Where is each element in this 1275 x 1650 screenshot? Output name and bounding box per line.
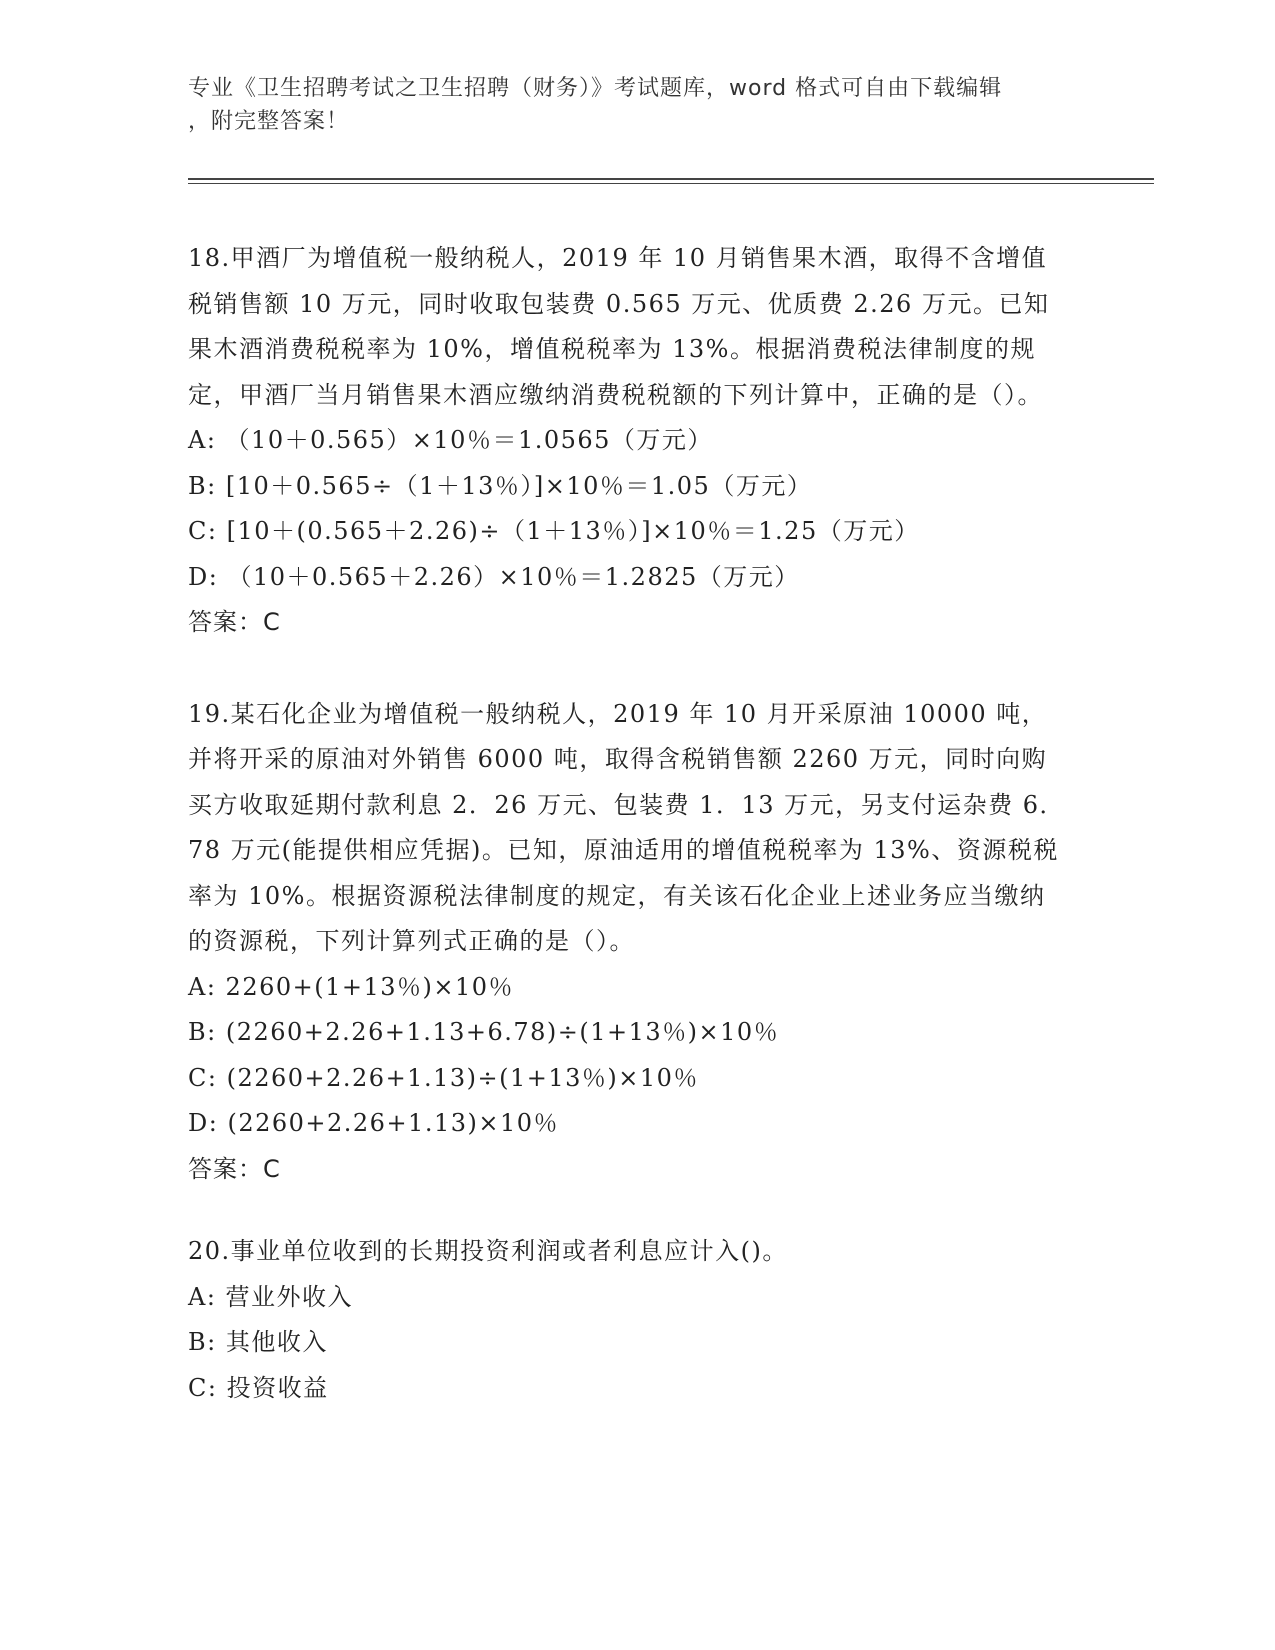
option-c: C: (2260+2.26+1.13)÷(1+13％)×10％ bbox=[188, 1063, 699, 1092]
question-spacer bbox=[188, 646, 1068, 692]
option-list bbox=[188, 418, 1068, 600]
header-line-2: ，附完整答案！ bbox=[188, 109, 350, 134]
question-stem: 19.某石化企业为增值税一般纳税人，2019 年 10 月开采原油 10000 吨，并将开采的原油对外销售 6000 吨，取得含税销售额 2260 万元，同时向购买方收取延期付款利息 2．26 万元、包装费 1．13 万元，另支付运杂费 6．78 万元(能提供相应凭据)。已知，原油适用的增值税税率为 13%、资源税税率为 10%。根据资源税法律制度的规定，有关该石化企业上述业务应当缴纳的资源税，下列计算列式正确的是（）。 bbox=[188, 699, 1066, 955]
question-spacer bbox=[188, 1192, 1068, 1229]
question-18 bbox=[188, 236, 1068, 646]
document-header bbox=[188, 72, 1068, 138]
header-divider-thick bbox=[188, 178, 1154, 180]
question-20 bbox=[188, 1229, 1068, 1411]
question-19 bbox=[188, 692, 1068, 1193]
option-a: A: （10＋0.565）×10％＝1.0565（万元） bbox=[188, 426, 713, 454]
option-list bbox=[188, 1275, 1068, 1412]
option-a: A: 营业外收入 bbox=[188, 1282, 354, 1311]
answer-line: 答案：C bbox=[188, 608, 281, 636]
question-stem: 20.事业单位收到的长期投资利润或者利息应计入()。 bbox=[188, 1237, 788, 1265]
option-a: A: 2260+(1+13％)×10％ bbox=[188, 972, 515, 1001]
answer-line: 答案：C bbox=[188, 1154, 281, 1183]
option-c: C: [10＋(0.565＋2.26)÷（1＋13％）]×10％＝1.25（万元） bbox=[188, 517, 920, 545]
option-b: B: 其他收入 bbox=[188, 1328, 328, 1356]
header-divider bbox=[188, 178, 1154, 184]
option-d: D: (2260+2.26+1.13)×10％ bbox=[188, 1109, 560, 1137]
header-divider-thin bbox=[188, 183, 1154, 184]
option-b: B: (2260+2.26+1.13+6.78)÷(1+13％)×10％ bbox=[188, 1018, 780, 1046]
header-line-1: 专业《卫生招聘考试之卫生招聘（财务）》考试题库，word 格式可自由下载编辑 bbox=[188, 76, 1003, 101]
option-d: D: （10＋0.565＋2.26）×10％＝1.2825（万元） bbox=[188, 562, 800, 591]
option-list bbox=[188, 965, 1068, 1147]
question-list bbox=[188, 236, 1068, 1411]
option-c: C: 投资收益 bbox=[188, 1373, 329, 1402]
question-stem: 18.甲酒厂为增值税一般纳税人，2019 年 10 月销售果木酒，取得不含增值税销售额 10 万元，同时收取包装费 0.565 万元、优质费 2.26 万元。已知果木酒消费税税率为 10%，增值税税率为 13%。根据消费税法律制度的规定，甲酒厂当月销售果木酒应缴纳消费税税额的下列计算中，正确的是（）。 bbox=[188, 244, 1050, 409]
option-b: B: [10＋0.565÷（1＋13％）]×10％＝1.05（万元） bbox=[188, 471, 813, 500]
